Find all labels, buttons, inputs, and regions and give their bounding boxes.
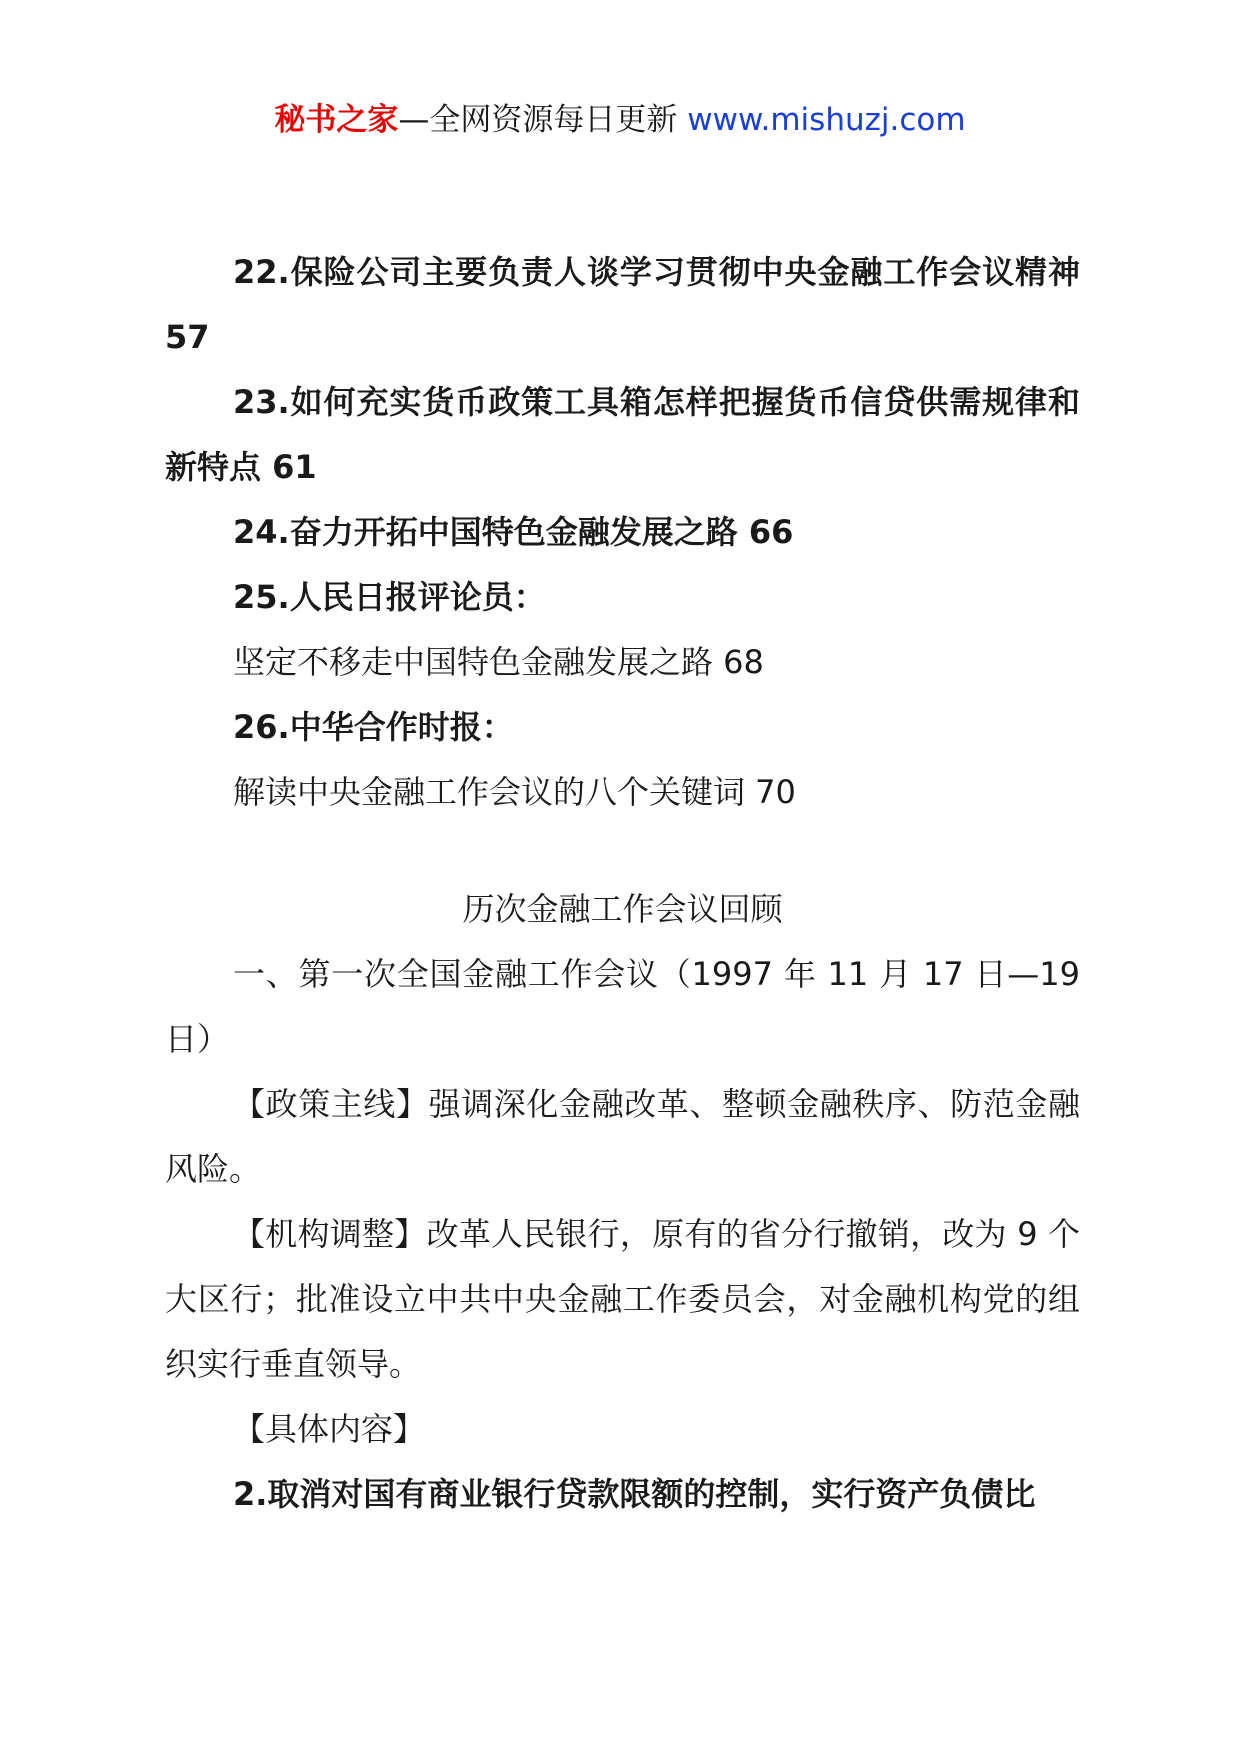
toc-item-23: 23.如何充实货币政策工具箱怎样把握货币信贷供需规律和新特点 61 xyxy=(165,383,1080,486)
document-body xyxy=(165,240,1080,1527)
header-url[interactable]: www.mishuzj.com xyxy=(687,102,966,138)
toc-item-24: 24.奋力开拓中国特色金融发展之路 66 xyxy=(233,513,794,551)
toc-item-26-text: 解读中央金融工作会议的八个关键词 70 xyxy=(233,773,796,811)
section-title: 历次金融工作会议回顾 xyxy=(462,890,783,928)
meeting-title: 一、第一次全国金融工作会议（1997 年 11 月 17 日—19 日） xyxy=(165,955,1080,1058)
toc-item-26-heading: 26.中华合作时报： xyxy=(233,708,514,746)
section-spacer xyxy=(165,825,1080,877)
brand-name: 秘书之家 xyxy=(274,102,399,138)
policy-paragraph: 【政策主线】强调深化金融改革、整顿金融秩序、防范金融风险。 xyxy=(165,1085,1080,1188)
content-item-2: 2.取消对国有商业银行贷款限额的控制，实行资产负债比 xyxy=(233,1475,1036,1513)
page-header xyxy=(0,100,1240,140)
toc-item-25-heading: 25.人民日报评论员： xyxy=(233,578,546,616)
toc-item-22: 22.保险公司主要负责人谈学习贯彻中央金融工作会议精神 57 xyxy=(165,253,1080,356)
institution-paragraph: 【机构调整】改革人民银行，原有的省分行撤销，改为 9 个大区行；批准设立中共中央金融工作委员会，对金融机构党的组织实行垂直领导。 xyxy=(165,1215,1080,1383)
header-tagline: —全网资源每日更新 xyxy=(398,102,688,138)
content-label: 【具体内容】 xyxy=(233,1410,426,1448)
toc-item-25-text: 坚定不移走中国特色金融发展之路 68 xyxy=(233,643,764,681)
